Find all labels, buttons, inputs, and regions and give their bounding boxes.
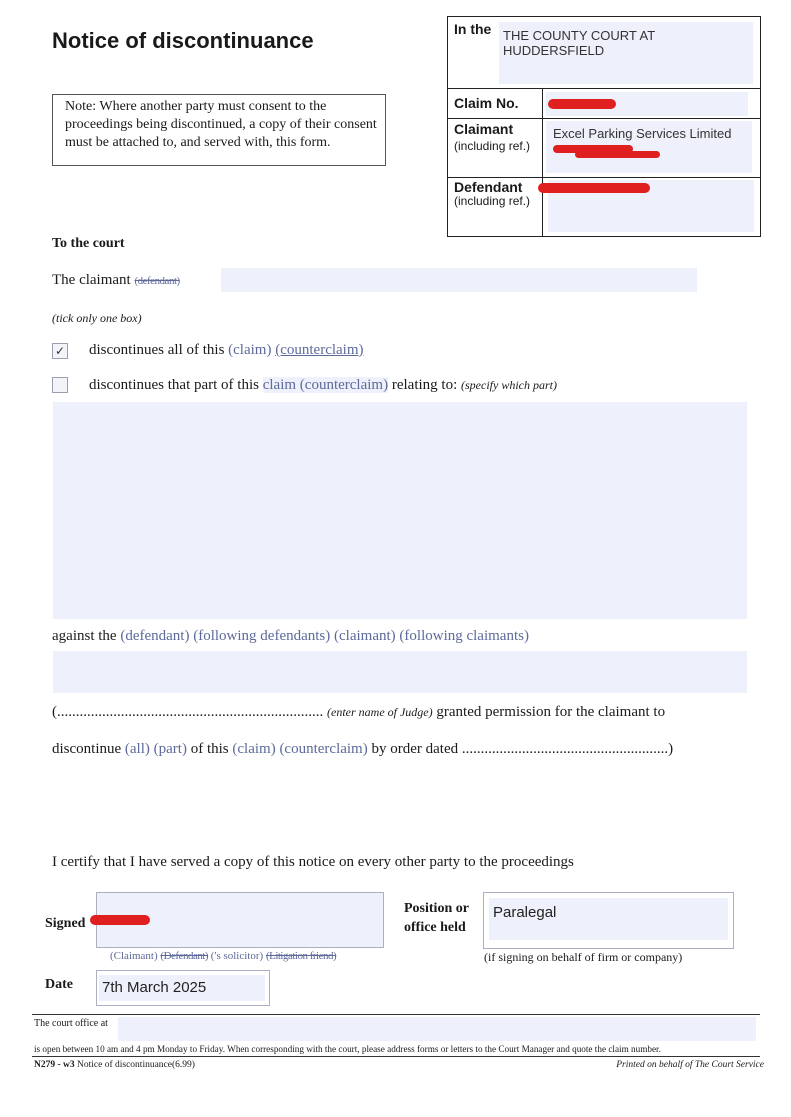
date-label: Date [45,977,73,992]
against-following-defendants[interactable]: (following defendants) [193,628,331,644]
in-the-label: In the [454,21,492,37]
role-claimant[interactable]: (Claimant) [110,950,158,962]
court-office-label: The court office at [34,1018,108,1029]
judge-text: granted permission for the claimant to [436,704,666,720]
option2-claim[interactable]: claim (counterclaim) [262,377,389,393]
defendant-sub: (including ref.) [454,194,531,208]
claimant-ref-redaction-2 [575,151,660,158]
option2-relating: relating to: [391,377,458,393]
page-title: Notice of discontinuance [52,28,314,53]
discontinue-part-checkbox[interactable] [52,377,68,393]
signed-roles [110,950,336,962]
check-mark-icon: ✓ [54,344,66,358]
claimant-line-alt[interactable]: (defendant) [134,275,180,287]
form-code: N279 - w3 [34,1060,75,1070]
judge-line [52,704,665,721]
claimant-line [52,272,180,289]
option1-line [89,342,364,359]
role-solicitor[interactable]: ('s solicitor) [210,950,264,962]
court-office-field[interactable] [118,1017,756,1041]
against-prefix: against the [52,628,117,644]
footer-note: is open between 10 am and 4 pm Monday to Friday. When corresponding with the court, please address forms or letters to the Court Manager and quote the claim number. [34,1044,661,1054]
role-litigation-friend[interactable]: (Litigation friend) [265,950,337,962]
against-names-field[interactable] [53,651,747,693]
court-name-field[interactable] [499,22,753,84]
court-name-value: THE COUNTY COURT AT HUDDERSFIELD [503,28,655,58]
defendant-label: Defendant [454,179,523,195]
against-line [52,628,529,645]
option1-claim[interactable]: (claim) [228,342,272,358]
discontinue-prefix: discontinue [52,741,122,757]
option2-line [89,377,557,394]
form-code-line [34,1060,195,1070]
defendant-redaction [538,183,650,193]
part-specification-field[interactable] [53,402,747,619]
note-text: Note: Where another party must consent to the proceedings being discontinued, a copy of their consent must be attached to, and served with, this form. [65,99,377,150]
discontinue-line [52,741,673,758]
judge-hint: (enter name of Judge) [327,705,433,719]
to-court-heading: To the court [52,236,125,251]
discontinue-part[interactable]: (part) [153,741,187,757]
claim-no-label: Claim No. [454,95,519,111]
date-field[interactable] [99,975,265,1001]
judge-dots[interactable]: (....................................................................... [52,704,324,720]
claimant-label: Claimant [454,121,514,137]
position-label: Position or office held [404,901,469,935]
position-hint: (if signing on behalf of firm or company) [484,950,683,964]
against-following-claimants[interactable]: (following claimants) [399,628,529,644]
tick-hint: (tick only one box) [52,311,142,325]
role-defendant[interactable]: (Defendant) [160,950,209,962]
printed-by: Printed on behalf of The Court Service [616,1060,764,1070]
discontinue-by-order: by order dated [371,741,459,757]
option1-counterclaim[interactable]: (counterclaim) [275,342,364,358]
form-name: Notice of discontinuance(6.99) [77,1060,195,1070]
footer-top-rule [32,1014,760,1015]
claimant-line-prefix: The claimant [52,272,131,288]
signed-label: Signed [45,916,86,931]
claimant-sub: (including ref.) [454,139,531,153]
option2-hint: (specify which part) [461,378,557,392]
certify-statement: I certify that I have served a copy of this notice on every other party to the proceedings [52,854,574,870]
signature-redaction [90,915,150,925]
against-claimant[interactable]: (claimant) [334,628,396,644]
option1-text: discontinues all of this [89,342,225,358]
discontinue-all[interactable]: (all) [124,741,150,757]
note-box [52,94,386,166]
claimant-name-field[interactable] [221,268,697,292]
discontinue-of-this: of this [190,741,229,757]
date-value: 7th March 2025 [102,979,207,996]
position-value: Paralegal [493,904,557,921]
discontinue-counterclaim[interactable]: (counterclaim) [279,741,368,757]
order-date-dots[interactable]: .......................................................) [461,741,674,757]
claim-no-redaction [548,99,616,109]
claimant-value: Excel Parking Services Limited [553,126,732,141]
footer-bottom-rule [32,1056,760,1057]
position-field[interactable] [489,898,728,940]
against-defendant[interactable]: (defendant) [120,628,190,644]
option2-text: discontinues that part of this [89,377,259,393]
discontinue-all-checkbox[interactable] [52,343,68,359]
discontinue-claim[interactable]: (claim) [232,741,276,757]
